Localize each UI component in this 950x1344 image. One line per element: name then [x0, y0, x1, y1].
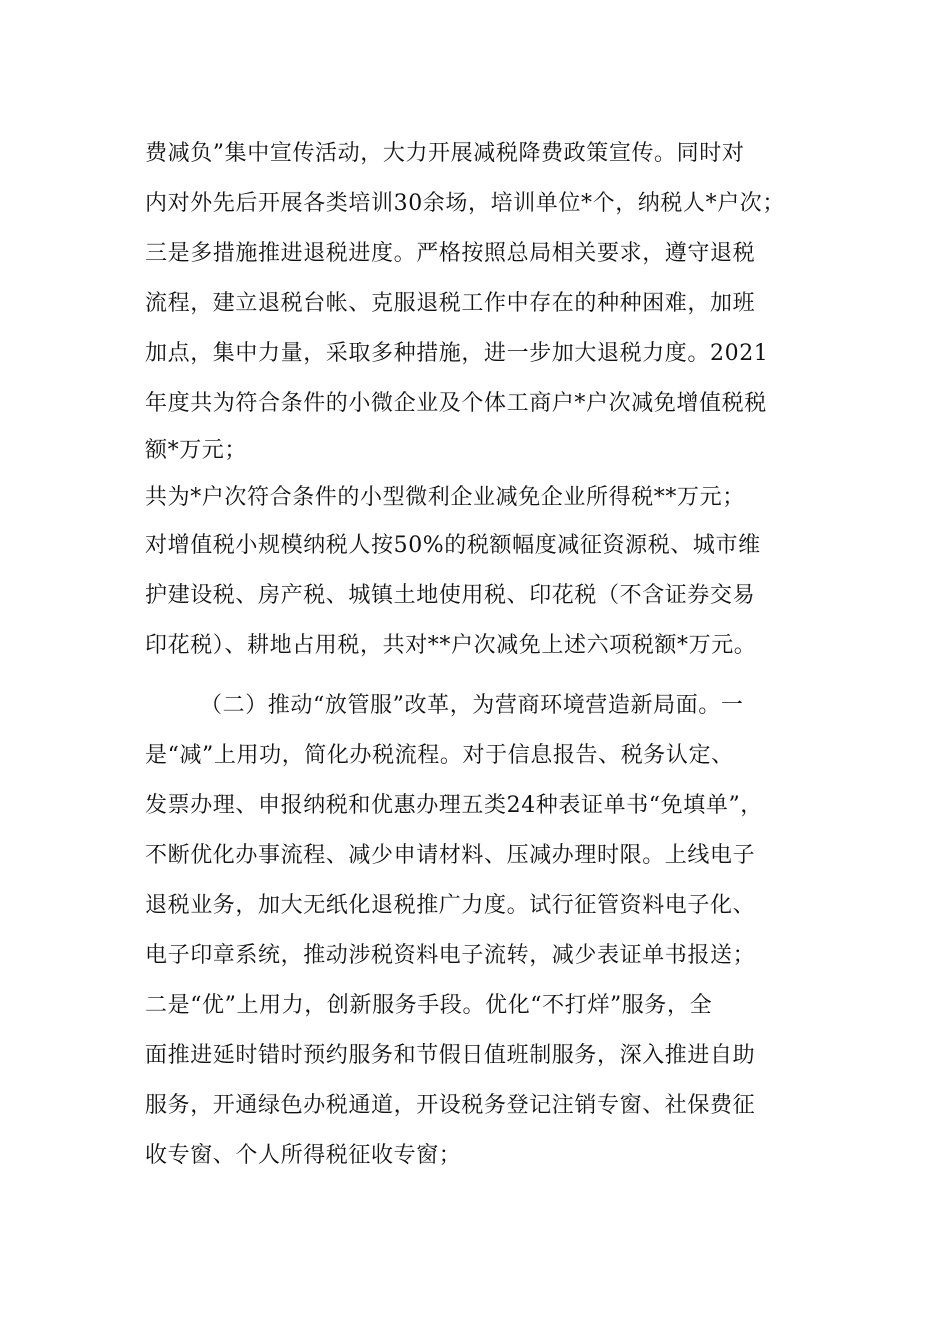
text-line: 内对外先后开展各类培训30余场，培训单位*个，纳税人*户次；: [145, 191, 785, 216]
text-line: 发票办理、申报纳税和优惠办理五类24种表证单书“免填单”，: [145, 793, 763, 818]
text-line: 服务，开通绿色办税通道，开设税务登记注销专窗、社保费征: [145, 1093, 756, 1118]
text-line: 二是“优”上用力，创新服务手段。优化“不打烊”服务，全: [145, 993, 713, 1018]
text-line: 对增值税小规模纳税人按50%的税额幅度减征资源税、城市维: [145, 533, 761, 558]
text-line: 护建设税、房产税、城镇土地使用税、印花税（不含证券交易: [145, 583, 756, 608]
text-line: 收专窗、个人所得税征收专窗；: [145, 1143, 462, 1168]
text-line: 费减负”集中宣传活动，大力开展减税降费政策宣传。同时对: [145, 141, 745, 166]
section-heading-line: （二）推动“放管服”改革，为营商环境营造新局面。一: [200, 693, 744, 718]
text-line: 加点，集中力量，采取多种措施，进一步加大退税力度。2021: [145, 341, 769, 366]
text-line: 电子印章系统，推动涉税资料电子流转，减少表证单书报送；: [145, 943, 756, 968]
text-line: 三是多措施推进退税进度。严格按照总局相关要求，遵守退税: [145, 241, 756, 266]
text-line: 印花税）、耕地占用税，共对**户次减免上述六项税额*万元。: [145, 633, 757, 658]
text-line: 流程，建立退税台帐、克服退税工作中存在的种种困难，加班: [145, 291, 756, 316]
text-line: 是“减”上用功，简化办税流程。对于信息报告、税务认定、: [145, 743, 734, 768]
text-line: 退税业务，加大无纸化退税推广力度。试行征管资料电子化、: [145, 893, 756, 918]
text-line: 额*万元；: [145, 438, 248, 463]
text-line: 面推进延时错时预约服务和节假日值班制服务，深入推进自助: [145, 1043, 756, 1068]
text-line: 不断优化办事流程、减少申请材料、压减办理时限。上线电子: [145, 843, 756, 868]
text-line: 年度共为符合条件的小微企业及个体工商户*户次减免增值税税: [145, 391, 767, 416]
text-line: 共为*户次符合条件的小型微利企业减免企业所得税**万元；: [145, 485, 745, 510]
